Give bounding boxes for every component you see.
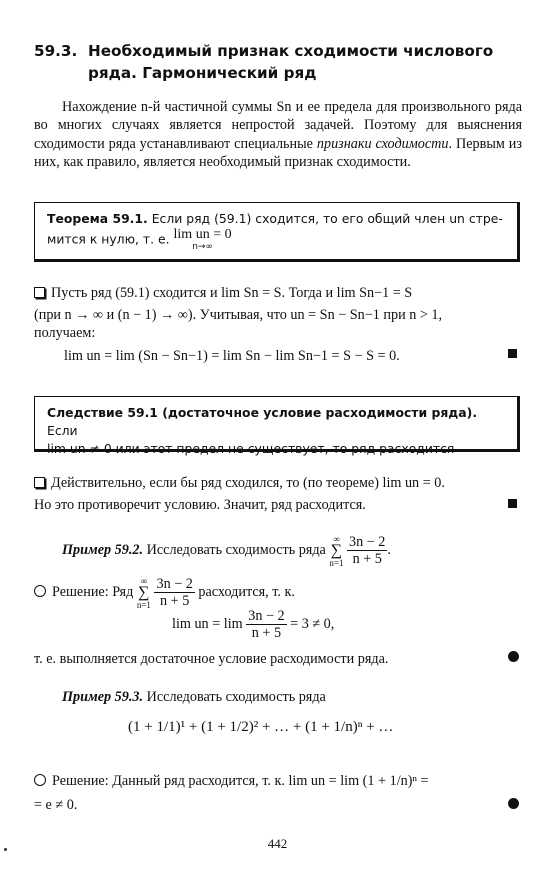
page-number: 442: [267, 836, 288, 851]
intro-text-end: . Первым из них, как правило, является необходимый признак сходимости.: [34, 135, 522, 171]
solution-start-icon: [34, 585, 46, 597]
proof-start-icon: [34, 287, 45, 298]
solution-end-icon: [508, 798, 519, 809]
solution2-line: Решение: Ряд ∞ ∑ n=1 $\frac{3n - 2}{n + 5}$ расходится, т. к.: [34, 576, 524, 610]
proof1-formula: lim un = lim (Sn − Sn−1) = lim Sn − lim Sn−1 = S − S = 0.: [64, 348, 400, 364]
example2-line: Пример 59.2. Исследовать сходимость ряда ∞ ∑ n=1 $\frac{3n - 2}{n + 5}$ .: [62, 533, 391, 568]
proof1-line1: Пусть ряд (59.1) сходится и lim Sn = S. Тогда и lim Sn−1 = S: [34, 284, 524, 302]
theorem-formula: lim un = 0 n→∞: [173, 226, 232, 252]
intro-paragraph: [34, 98, 522, 172]
proof2-line1: Действительно, если бы ряд сходился, то (по теореме) lim un = 0.: [34, 474, 524, 492]
section-title-line2: ряда. Гармонический ряд: [88, 64, 317, 82]
solution3-line1: Решение: Данный ряд расходится, т. к. lim un = lim (1 + 1/n)ⁿ =: [34, 772, 524, 790]
solution2-formula: lim un = lim $\frac{3n - 2}{n + 5}$ = 3 ≠ 0,: [172, 608, 335, 642]
solution-start-icon: [34, 774, 46, 786]
section-title-line1: Необходимый признак сходимости числового: [88, 42, 494, 60]
proof2-line2: Но это противоречит условию. Значит, ряд расходится.: [34, 497, 366, 513]
proof-start-icon: [34, 477, 45, 488]
section-heading: [34, 40, 534, 84]
solution-end-icon: [508, 651, 519, 662]
solution2-conclusion: т. е. выполняется достаточное условие расходимости ряда.: [34, 651, 389, 667]
example3-label: Пример 59.3.: [62, 689, 144, 705]
corollary-label: Следствие 59.1 (достаточное условие расходимости ряда).: [47, 405, 478, 420]
example3-line: Пример 59.3. Исследовать сходимость ряда: [62, 689, 326, 705]
theorem-text: Если ряд (59.1) сходится, то его общий член un стре-: [151, 211, 503, 226]
proof-end-icon: [508, 499, 517, 508]
section-number: 59.3.: [34, 42, 78, 60]
solution3-line2: = e ≠ 0.: [34, 797, 78, 813]
scan-speck: [4, 848, 7, 851]
theorem-label: Теорема 59.1.: [47, 211, 148, 226]
example2-label: Пример 59.2.: [62, 542, 144, 559]
example3-formula: (1 + 1/1)¹ + (1 + 1/2)² + … + (1 + 1/n)ⁿ + …: [128, 719, 394, 735]
intro-text: Нахождение n-й частичной суммы Sn и ее предела для произвольного ряда во многих случаях является непростой задачей. Поэтому для выяснения сходимости ряда устанавливают специальные: [34, 99, 522, 152]
theorem-box: [34, 202, 520, 262]
proof1-line3: получаем:: [34, 325, 96, 341]
corollary-box: Следствие 59.1 (достаточное условие расходимости ряда). Если lim un ≠ 0 или этот предел не существует, то ряд расходится: [34, 396, 520, 452]
series-fraction: $\frac{3n - 2}{n + 5}$: [349, 534, 386, 568]
intro-italic-term: признаки сходимости: [316, 135, 449, 152]
corollary-text: lim un ≠ 0 или этот предел не существует, то ряд расходится: [47, 440, 455, 456]
sum-symbol: ∞ ∑ n=1: [329, 533, 344, 568]
theorem-text-2: мится к нулю, т. е.: [47, 231, 170, 247]
proof1-line2: (при n → ∞ и (n − 1) → ∞). Учитывая, что un = Sn − Sn−1 при n > 1,: [34, 307, 443, 323]
proof-end-icon: [508, 349, 517, 358]
